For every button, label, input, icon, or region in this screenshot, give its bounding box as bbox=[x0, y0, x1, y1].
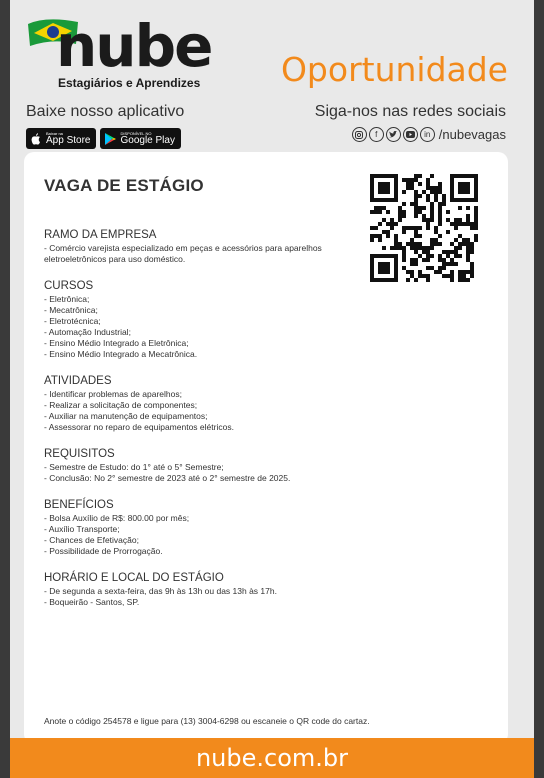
section-line: - Conclusão: No 2° semestre de 2023 até o 2° semestre de 2025. bbox=[44, 473, 291, 483]
section-line: - Ensino Médio Integrado a Mecatrônica. bbox=[44, 349, 198, 359]
section-line: - Comércio varejista especializado em peças e acessórios para aparelhos eletroeletrônicos para uso doméstico. bbox=[44, 243, 322, 264]
facebook-icon[interactable]: f bbox=[369, 127, 384, 142]
section-atividades bbox=[44, 374, 364, 433]
website-bar[interactable] bbox=[10, 738, 534, 778]
section-ramo bbox=[44, 228, 364, 265]
instagram-icon[interactable] bbox=[352, 127, 367, 142]
section-line: - Identificar problemas de aparelhos; bbox=[44, 389, 182, 399]
logo-subtitle: Estagiários e Aprendizes bbox=[58, 76, 201, 90]
twitter-icon[interactable] bbox=[386, 127, 401, 142]
headline: Oportunidade bbox=[280, 50, 508, 89]
section-line: - Boqueirão - Santos, SP. bbox=[44, 597, 140, 607]
section-line: - Assessorar no reparo de equipamentos elétricos. bbox=[44, 422, 234, 432]
badge-small-text: DISPONÍVEL NO bbox=[120, 130, 152, 136]
job-sections bbox=[44, 228, 364, 622]
social-handle[interactable]: /nubevagas bbox=[438, 127, 506, 142]
section-line: - Semestre de Estudo: do 1° até o 5° Semestre; bbox=[44, 462, 224, 472]
badge-big-text: App Store bbox=[46, 134, 91, 146]
job-title: VAGA DE ESTÁGIO bbox=[44, 176, 204, 195]
social-links bbox=[352, 127, 506, 142]
section-beneficios bbox=[44, 498, 364, 557]
nube-logo bbox=[26, 12, 212, 94]
section-line: - Auxílio Transporte; bbox=[44, 524, 120, 534]
apple-icon bbox=[30, 132, 42, 146]
section-title: RAMO DA EMPRESA bbox=[44, 229, 157, 241]
google-play-icon bbox=[104, 132, 116, 146]
section-horario bbox=[44, 571, 364, 608]
badge-small-text: Baixar na bbox=[46, 130, 63, 136]
job-card bbox=[24, 152, 508, 744]
section-line: - Automação Industrial; bbox=[44, 327, 131, 337]
section-line: - Chances de Efetivação; bbox=[44, 535, 139, 545]
section-line: - De segunda a sexta-feira, das 9h às 13h ou das 13h às 17h. bbox=[44, 586, 277, 596]
website-url[interactable]: nube.com.br bbox=[195, 744, 349, 772]
google-play-badge[interactable] bbox=[100, 128, 180, 149]
section-line: - Realizar a solicitação de componentes; bbox=[44, 400, 198, 410]
section-line: - Eletrotécnica; bbox=[44, 316, 101, 326]
section-line: - Auxiliar na manutenção de equipamentos; bbox=[44, 411, 208, 421]
contact-note: Anote o código 254578 e ligue para (13) 3004-6298 ou escaneie o QR code do cartaz. bbox=[44, 716, 370, 726]
section-line: - Eletrônica; bbox=[44, 294, 90, 304]
social-text: Siga-nos nas redes sociais bbox=[314, 103, 506, 120]
store-badges bbox=[26, 128, 181, 149]
section-requisitos bbox=[44, 447, 364, 484]
app-store-badge[interactable] bbox=[26, 128, 96, 149]
youtube-icon[interactable] bbox=[403, 127, 418, 142]
section-title: BENEFÍCIOS bbox=[44, 499, 114, 511]
app-download-text: Baixe nosso aplicativo bbox=[26, 103, 185, 120]
linkedin-icon[interactable]: in bbox=[420, 127, 435, 142]
section-title: CURSOS bbox=[44, 280, 94, 292]
section-title: HORÁRIO E LOCAL DO ESTÁGIO bbox=[44, 572, 224, 584]
qr-code-icon[interactable] bbox=[370, 174, 478, 282]
section-line: - Mecatrônica; bbox=[44, 305, 98, 315]
section-title: ATIVIDADES bbox=[44, 375, 112, 387]
section-cursos bbox=[44, 279, 364, 360]
section-line: - Ensino Médio Integrado a Eletrônica; bbox=[44, 338, 189, 348]
section-line: - Bolsa Auxílio de R$: 800.00 por mês; bbox=[44, 513, 190, 523]
section-title: REQUISITOS bbox=[44, 448, 115, 460]
logo-word: nube bbox=[56, 12, 212, 80]
badge-big-text: Google Play bbox=[120, 134, 175, 146]
section-line: - Possibilidade de Prorrogação. bbox=[44, 546, 163, 556]
poster bbox=[10, 0, 534, 778]
